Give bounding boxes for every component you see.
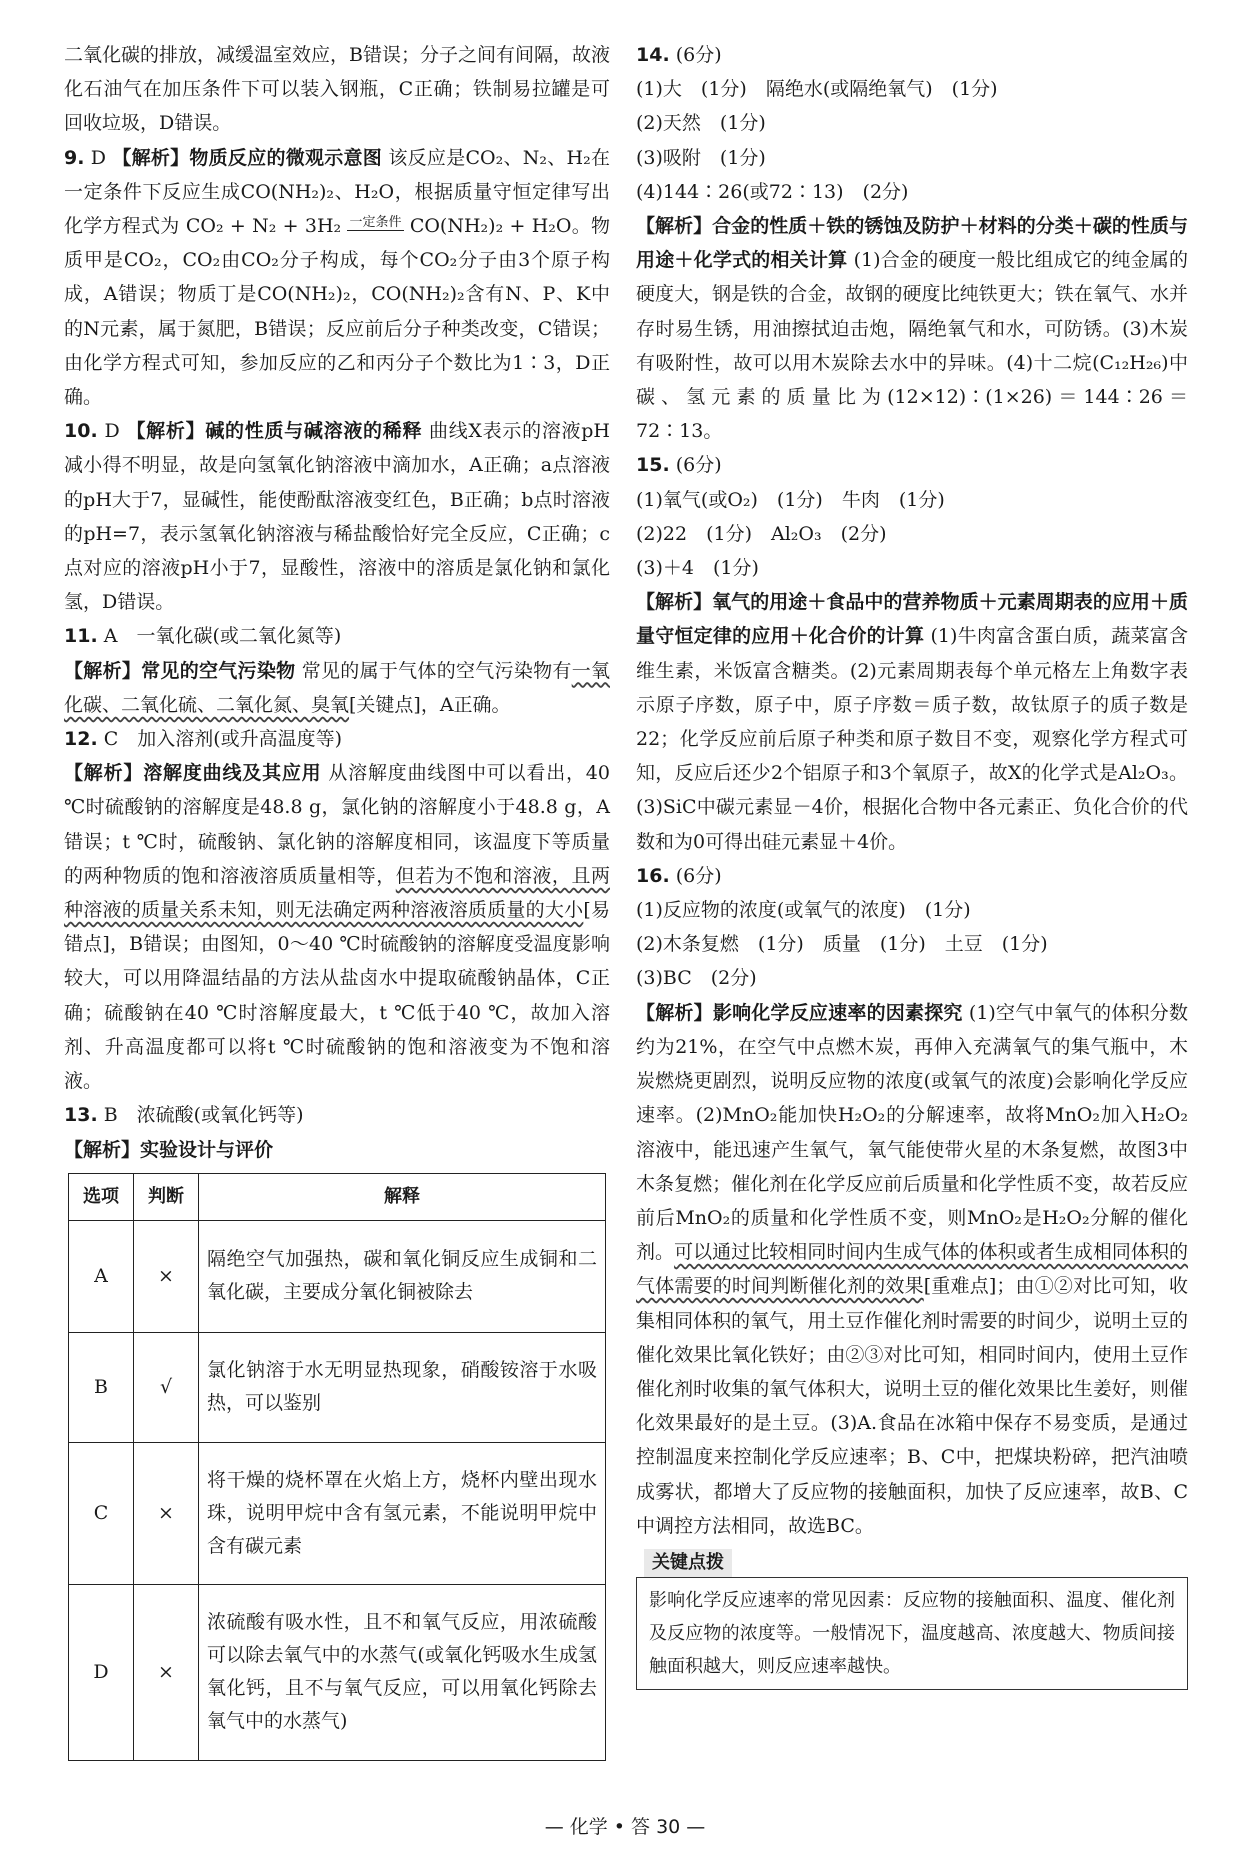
q14-line-2: (2)天然 (1分) [636,112,766,135]
q12-topic: 溶解度曲线及其应用 [143,762,322,785]
q15-number: 15. [636,454,670,477]
table-cell-judgement: √ [134,1332,199,1442]
q9-condition: 一定条件 [349,215,402,231]
q13-explanation-table [68,1173,606,1761]
q14-topic: 合金的性质＋铁的锈蚀及防护＋材料的分类＋碳的性质与用途＋化学式的相关计算 [636,215,1188,272]
table-header-option: 选项 [69,1173,134,1220]
q14-analysis [636,209,1188,448]
q10-block [64,414,610,619]
q14-line-4: (4)144∶26(或72∶13) (2分) [636,180,909,203]
q15-tag: 【解析】 [636,591,713,614]
q9-answer: D [90,146,106,169]
q14-score: (6分) [675,44,722,66]
q9-text-2: CO(NH₂)₂ + H₂O。物质甲是CO₂，CO₂由CO₂分子构成，每个CO₂分子由3个原子构成，A错误；物质丁是CO(NH₂)₂，CO(NH₂)₂含有N、P、K中的N元素，属于氮肥，B错误；反应前后分子种类改变，C错误；由化学方程式可知，参加反应的乙和丙分子个数比为1∶3，D正确。 [64,215,610,409]
key-point-text: 影响化学反应速率的常见因素：反应物的接触面积、温度、催化剂及反应物的浓度等。一般情况下，温度越高、浓度越大、物质间接触面积越大，则反应速率越快。 [649,1590,1175,1678]
q9-number: 9. [64,146,85,169]
table-cell-explanation: 氯化钠溶于水无明显热现象，硝酸铵溶于水吸热，可以鉴别 [199,1332,606,1442]
q13-answer: B 浓硫酸(或氧化钙等) [103,1104,304,1127]
q11-analysis [64,654,610,722]
table-cell-explanation: 隔绝空气加强热，碳和氧化铜反应生成铜和二氧化碳，主要成分氧化铜被除去 [199,1220,606,1332]
right-column [636,38,1188,1690]
left-column [64,38,610,1761]
q16-line-1: (1)反应物的浓度(或氧气的浓度) (1分) [636,899,971,922]
intro-paragraph: 二氧化碳的排放，减缓温室效应，B错误；分子之间有间隔，故液化石油气在加压条件下可以装入钢瓶，C正确；铁制易拉罐是可回收垃圾，D错误。 [64,44,610,135]
q12-text-underlined: 但若为不饱和溶液，且两种溶液的质量关系未知，则无法确定两种溶液溶质质量的大小 [64,864,610,922]
q12-number: 12. [64,728,98,751]
q15-score: (6分) [675,454,722,477]
page-footer: — 化学 • 答 30 — [544,1816,706,1838]
table-cell-option: C [69,1442,134,1584]
q15-head [636,448,1188,482]
q10-answer: D [104,420,120,443]
q11-topic: 常见的空气污染物 [141,659,296,682]
q16-head [636,859,1188,893]
q16-number: 16. [636,864,670,887]
q11-answer: A 一氧化碳(或二氧化氮等) [103,625,342,648]
table-cell-explanation: 将干燥的烧杯罩在火焰上方，烧杯内壁出现水珠，说明甲烷中含有氢元素，不能说明甲烷中含有碳元素 [199,1442,606,1584]
q16-tag: 【解析】 [636,1001,713,1024]
q9-reaction-arrow [347,216,403,231]
table-cell-option: A [69,1220,134,1332]
q14-number: 14. [636,44,670,66]
q10-tag: 【解析】 [126,420,206,443]
q12-text-1: 从溶解度曲线图中可以看出，40 ℃时硫酸钠的溶解度是48.8 g，氯化钠的溶解度小于48.8 g，A错误；t ℃时，硫酸钠、氯化钠的溶解度相同，该温度下等质量的两种物质的饱和溶液溶质质量相等， [64,762,610,887]
q16-analysis [636,996,1188,1543]
q12-answer: C 加入溶剂(或升高温度等) [103,728,343,751]
table-cell-judgement: × [134,1584,199,1760]
q12-text-2: [易错点]，B错误；由图知，0～40 ℃时硫酸钠的溶解度受温度影响较大，可以用降温结晶的方法从盐卤水中提取硫酸钠晶体，C正确；硫酸钠在40 ℃时溶解度最大，t ℃低于40 ℃，故加入溶剂、升高温度都可以将t ℃时硫酸钠的饱和溶液变为不饱和溶液。 [64,899,610,1093]
q14-line-3: (3)吸附 (1分) [636,146,766,169]
q15-topic: 氧气的用途＋食品中的营养物质＋元素周期表的应用＋质量守恒定律的应用＋化合价的计算 [636,591,1188,648]
table-cell-judgement: × [134,1442,199,1584]
table-cell-judgement: × [134,1220,199,1332]
q16-topic: 影响化学反应速率的因素探究 [712,1001,963,1024]
table-row [69,1442,606,1584]
q15-line-3: (3)＋4 (1分) [636,557,759,580]
q13-answer-line [64,1098,610,1132]
table-cell-option: B [69,1332,134,1442]
q15-line-2: (2)22 (1分) Al₂O₃ (2分) [636,522,887,545]
q12-tag: 【解析】 [64,762,144,785]
q12-analysis [64,756,610,1098]
q15-analysis [636,585,1188,859]
q14-head [636,38,1188,72]
q9-topic: 物质反应的微观示意图 [189,146,383,169]
q13-topic: 实验设计与评价 [140,1138,274,1161]
q16-score: (6分) [675,864,722,887]
q11-text-post: [关键点]，A正确。 [349,693,511,716]
table-cell-option: D [69,1584,134,1760]
q16-text-1: (1)空气中氧气的体积分数约为21%，在空气中点燃木炭，再伸入充满氧气的集气瓶中，木炭燃烧更剧烈，说明反应物的浓度(或氧气的浓度)会影响化学反应速率。(2)MnO₂能加快H₂O₂的分解速率，故将MnO₂加入H₂O₂溶液中，能迅速产生氧气，氧气能使带火星的木条复燃，故图3中木条复燃；催化剂在化学反应前后质量和化学性质不变，故若反应前后MnO₂的质量和化学性质不变，则MnO₂是H₂O₂分解的催化剂。 [636,1001,1188,1264]
q16-line-3: (3)BC (2分) [636,967,757,990]
table-header-row [69,1173,606,1220]
table-row [69,1332,606,1442]
q16-line-2: (2)木条复燃 (1分) 质量 (1分) 土豆 (1分) [636,933,1048,956]
q10-text: 曲线X表示的溶液pH减小得不明显，故是向氢氧化钠溶液中滴加水，A正确；a点溶液的pH大于7，显碱性，能使酚酞溶液变红色，B正确；b点时溶液的pH=7，表示氢氧化钠溶液与稀盐酸恰好完全反应，C正确；c点对应的溶液pH小于7，显酸性，溶液中的溶质是氯化钠和氯化氢，D错误。 [64,420,610,614]
q14-tag: 【解析】 [636,215,713,238]
q9-text-1: 该反应是CO₂、N₂、H₂在一定条件下反应生成CO(NH₂)₂、H₂O，根据质量守恒定律写出化学方程式为 CO₂ + N₂ + 3H₂ [64,146,610,238]
key-point-title [644,1549,732,1577]
table-header-explanation: 解释 [199,1173,606,1220]
q11-text-underlined: 一氧化碳、二氧化硫、二氧化氮、臭氧 [64,659,610,716]
q10-number: 10. [64,420,98,443]
q11-answer-line [64,619,610,653]
q9-tag: 【解析】 [112,146,190,169]
table-header-judgement: 判断 [134,1173,199,1220]
q11-tag: 【解析】 [64,659,142,682]
q15-line-1: (1)氧气(或O₂) (1分) 牛肉 (1分) [636,488,945,511]
q10-topic: 碱的性质与碱溶液的稀释 [205,420,423,443]
q12-answer-line [64,722,610,756]
table-row [69,1220,606,1332]
q16-text-2: [重难点]；由①②对比可知，收集相同体积的氧气，用土豆作催化剂时需要的时间少，说明土豆的催化效果比氧化铁好；由②③对比可知，相同时间内，使用土豆作催化剂时收集的氧气体积大，说明土豆的催化效果比生姜好，则催化效果最好的是土豆。(3)A.食品在冰箱中保存不易变质，是通过控制温度来控制化学反应速率；B、C中，把煤块粉碎，把汽油喷成雾状，都增大了反应物的接触面积，加快了反应速率，故B、C中调控方法相同，故选BC。 [636,1275,1188,1537]
q13-tag: 【解析】 [64,1138,141,1161]
key-point-box [636,1577,1188,1690]
q11-text-pre: 常见的属于气体的空气污染物有 [301,659,572,682]
q13-analysis-head [64,1133,610,1167]
q13-number: 13. [64,1104,98,1127]
q14-text: (1)合金的硬度一般比组成它的纯金属的硬度大，钢是铁的合金，故钢的硬度比纯铁更大；铁在氧气、水并存时易生锈，用油擦拭迫击炮，隔绝氧气和水，可防锈。(3)木炭有吸附性，故可以用木炭除去水中的异味。(4)十二烷(C₁₂H₂₆)中碳、氢元素的质量比为(12×12)∶(1×26)＝144∶26＝72∶13。 [636,249,1188,443]
q9-block [64,141,610,415]
q16-text-underlined: 可以通过比较相同时间内生成气体的体积或者生成相同体积的气体需要的时间判断催化剂的效果 [636,1241,1188,1298]
table-row [69,1584,606,1760]
q15-text: (1)牛肉富含蛋白质，蔬菜富含维生素，米饭富含糖类。(2)元素周期表每个单元格左上角数字表示原子序数，原子中，原子序数＝质子数，故钛原子的质子数是22；化学反应前后原子种类和原子数目不变，观察化学方程式可知，反应后还少2个铝原子和3个氧原子，故X的化学式是Al₂O₃。(3)SiC中碳元素显－4价，根据化合物中各元素正、负化合价的代数和为0可得出硅元素显＋4价。 [636,625,1188,853]
q14-line-1: (1)大 (1分) 隔绝水(或隔绝氧气) (1分) [636,78,998,101]
table-cell-explanation: 浓硫酸有吸水性，且不和氧气反应，用浓硫酸可以除去氧气中的水蒸气(或氧化钙吸水生成氢氧化钙，且不与氧气反应，可以用氧化钙除去氧气中的水蒸气) [199,1584,606,1760]
key-point-title-text: 关键点拨 [652,1551,724,1573]
q11-number: 11. [64,625,98,648]
